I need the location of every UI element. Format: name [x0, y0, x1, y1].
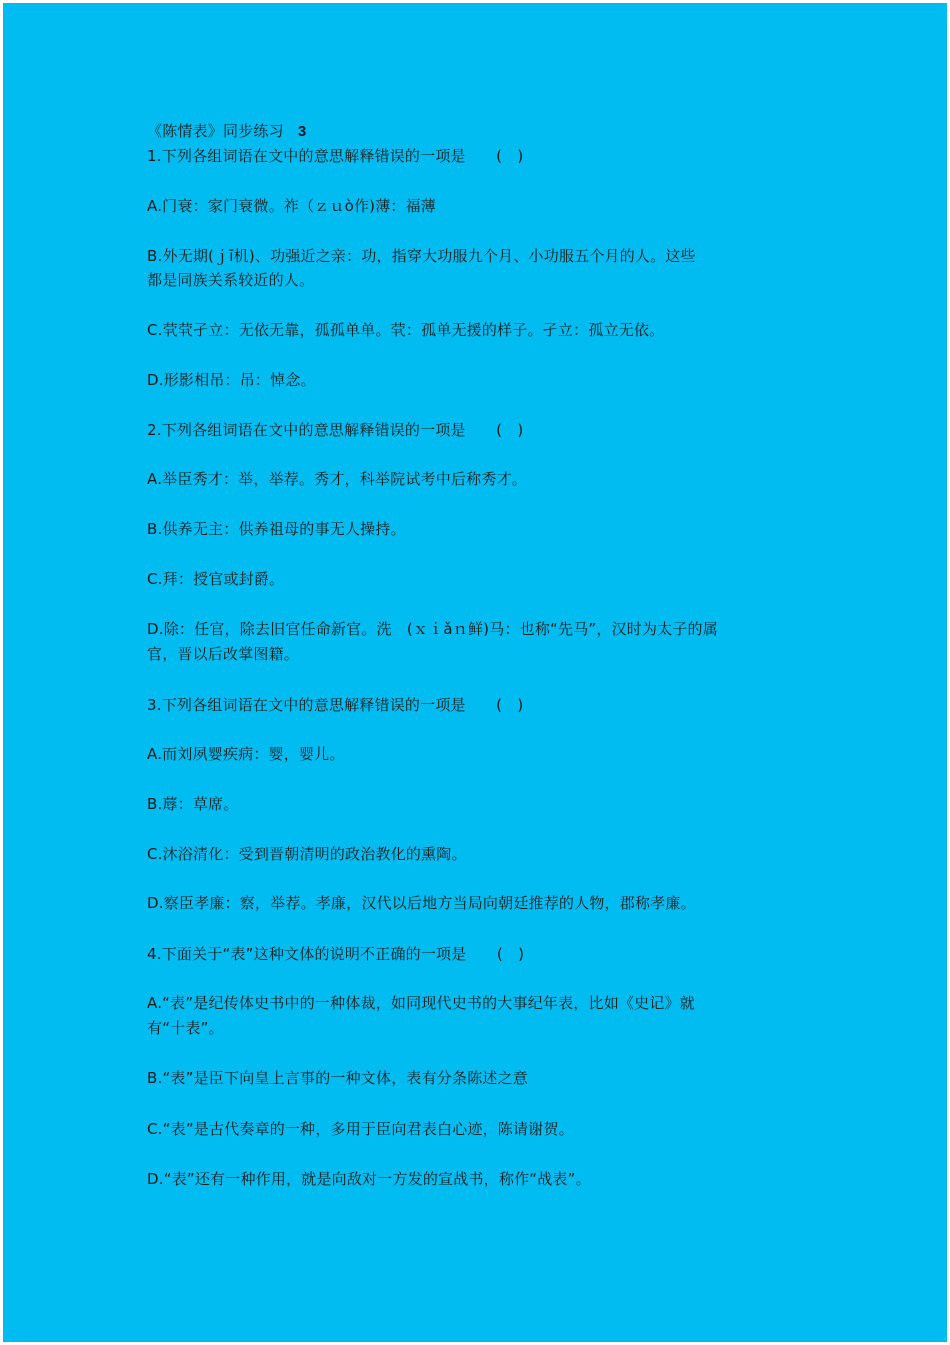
question-2-option-d-continued: 官，晋以后改掌图籍。 [147, 645, 300, 663]
question-2-option-c: C.拜：授官或封爵。 [147, 570, 285, 588]
question-4-option-b: B.“表”是臣下向皇上言事的一种文体，表有分条陈述之意 [147, 1069, 529, 1087]
question-2-option-a: A.举臣秀才：举，举荐。秀才，科举院试考中后称秀才。 [147, 470, 527, 488]
question-1-option-c: C.茕茕孑立：无依无靠，孤孤单单。茕：孤单无援的样子。孑立：孤立无依。 [147, 321, 665, 339]
question-4-option-c: C.“表”是古代奏章的一种，多用于臣向君表白心迹，陈请谢贺。 [147, 1120, 574, 1138]
document-title [147, 122, 306, 141]
question-4-stem: 4.下面关于“表”这种文体的说明不正确的一项是 ( ) [147, 945, 525, 963]
document-title-number: 3 [297, 123, 307, 140]
question-4-option-d: D.“表”还有一种作用，就是向敌对一方发的宣战书，称作“战表”。 [147, 1170, 591, 1188]
question-3-option-d: D.察臣孝廉：察，举荐。孝廉，汉代以后地方当局向朝廷推荐的人物，郡称孝廉。 [147, 894, 696, 912]
question-1-option-b-continued: 都是同族关系较近的人。 [147, 271, 315, 289]
question-3-option-a: A.而刘夙婴疾病：婴，婴儿。 [147, 745, 345, 763]
question-1-option-b: B.外无期(ｊī机)、功强近之亲：功，指穿大功服九个月、小功服五个月的人。这些 [147, 247, 696, 265]
question-1-stem: 1.下列各组词语在文中的意思解释错误的一项是 ( ) [147, 147, 524, 165]
document-page [3, 3, 947, 1342]
question-2-option-b: B.供养无主：供养祖母的事无人操持。 [147, 520, 406, 538]
question-2-stem: 2.下列各组词语在文中的意思解释错误的一项是 ( ) [147, 421, 524, 439]
question-3-stem: 3.下列各组词语在文中的意思解释错误的一项是 ( ) [147, 696, 524, 714]
question-3-option-b: B.蓐：草席。 [147, 795, 239, 813]
question-4-option-a-continued: 有“十表”。 [147, 1019, 224, 1037]
question-4-option-a: A.“表”是纪传体史书中的一种体裁，如同现代史书的大事纪年表，比如《史记》就 [147, 994, 695, 1012]
question-1-option-d: D.形影相吊：吊：悼念。 [147, 371, 316, 389]
question-3-option-c: C.沐浴清化：受到晋朝清明的政治教化的熏陶。 [147, 845, 467, 863]
document-title-text: 《陈情表》同步练习 [147, 122, 284, 140]
question-1-option-a: A.门衰：家门衰微。祚（ｚｕò作)薄：福薄 [147, 197, 436, 215]
question-2-option-d: D.除：任官，除去旧官任命新官。洗 (ｘｉǎｎ鲜)马：也称“先马”，汉时为太子的属 [147, 620, 718, 638]
